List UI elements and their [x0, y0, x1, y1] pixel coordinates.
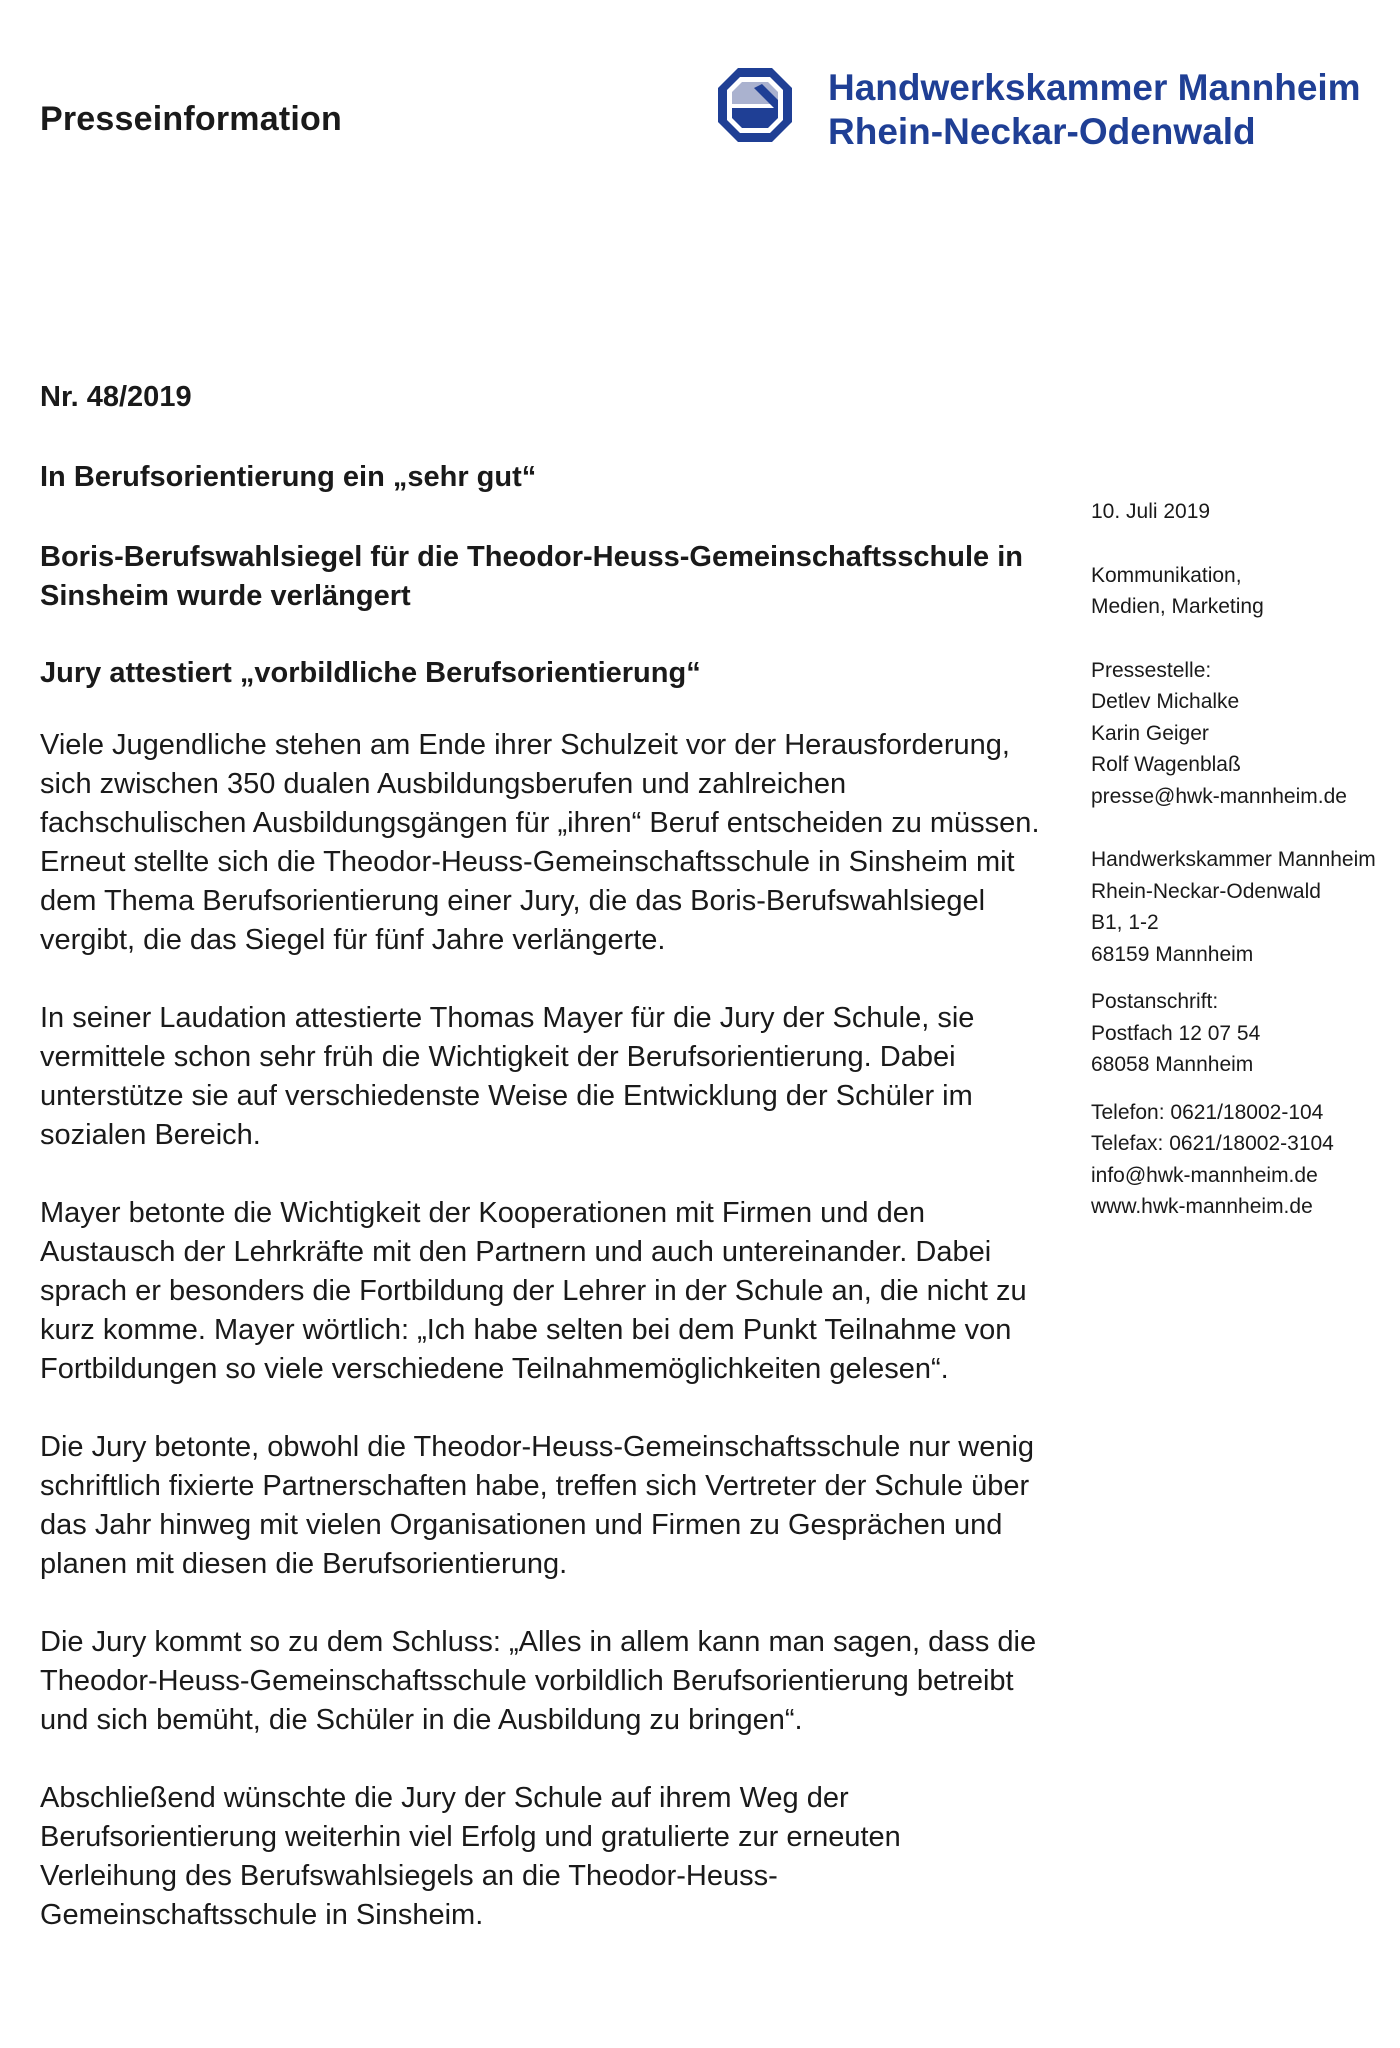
press-contact: Rolf Wagenblaß: [1091, 753, 1241, 776]
article: [40, 378, 1040, 1974]
address-block: [1091, 844, 1391, 970]
department-line: Kommunikation,: [1091, 563, 1242, 587]
press-office-label: Pressestelle:: [1091, 658, 1212, 682]
contact-email[interactable]: info@hwk-mannheim.de: [1091, 1163, 1318, 1187]
organization-name: [828, 66, 1361, 154]
press-office-block: [1091, 655, 1391, 813]
headline: In Berufsorientierung ein „sehr gut“: [40, 461, 537, 493]
website-link[interactable]: www.hwk-mannheim.de: [1091, 1195, 1313, 1218]
body-paragraph: Die Jury kommt so zu dem Schluss: „Alles in allem kann man sagen, dass die Theodor-Heuss-Gemeinschaftsschule vorbildlich Berufsorientierung betreibt und sich bemüht, die Schüler in die Ausbildung zu bringen“.: [40, 1626, 1037, 1736]
press-contact: Detlev Michalke: [1091, 690, 1240, 713]
postal-label: Postanschrift:: [1091, 990, 1219, 1013]
press-email[interactable]: presse@hwk-mannheim.de: [1091, 784, 1347, 808]
issue-number: Nr. 48/2019: [40, 381, 192, 413]
release-date: 10. Juli 2019: [1091, 500, 1211, 523]
release-date-block: [1091, 496, 1391, 528]
subheadline: Boris-Berufswahlsiegel für die Theodor-Heuss-Gemeinschaftsschule in Sinsheim wurde verlängert: [40, 541, 1023, 612]
body-paragraph: Abschließend wünschte die Jury der Schule auf ihrem Weg der Berufsorientierung weiterhin viel Erfolg und gratulierte zur erneuten Verleihung des Berufswahlsiegels an die Theodor-Heuss-Gemeinschaftsschule in Sinsheim.: [40, 1782, 901, 1931]
address-line: Handwerkskammer Mannheim: [1091, 848, 1376, 871]
press-contact: Karin Geiger: [1091, 721, 1209, 745]
body-paragraph: Viele Jugendliche stehen am Ende ihrer Schulzeit vor der Herausforderung, sich zwischen 350 dualen Ausbildungsberufen und zahlreichen fachschulischen Ausbildungsgängen für „ihren“ Beruf entscheiden zu müssen. Erneut stellte sich die Theodor-Heuss-Gemeinschaftsschule in Sinsheim mit dem Thema Berufsorientierung einer Jury, die das Boris-Berufswahlsiegel vergibt, die das Siegel für fünf Jahre verlängerte.: [40, 729, 1040, 956]
handwerkskammer-logo-icon: [718, 68, 792, 142]
phone-number: Telefon: 0621/18002-104: [1091, 1100, 1324, 1124]
organization-name-line1: Handwerkskammer Mannheim: [828, 67, 1361, 108]
postal-block: [1091, 986, 1391, 1081]
body-paragraph: In seiner Laudation attestierte Thomas Mayer für die Jury der Schule, sie vermittele schon sehr früh die Wichtigkeit der Berufsorientierung. Dabei unterstütze sie auf verschiedenste Weise die Entwicklung der Schüler im sozialen Bereich.: [40, 1002, 975, 1151]
contact-block: [1091, 1097, 1391, 1223]
address-line: Rhein-Neckar-Odenwald: [1091, 879, 1321, 903]
body-paragraph: Die Jury betonte, obwohl die Theodor-Heuss-Gemeinschaftsschule nur wenig schriftlich fixierte Partnerschaften habe, treffen sich Vertreter der Schule über das Jahr hinweg mit vielen Organisationen und Firmen zu Gesprächen und planen mit diesen die Berufsorientierung.: [40, 1431, 1035, 1580]
document-type-heading: Presseinformation: [40, 100, 342, 138]
postal-line: 68058 Mannheim: [1091, 1053, 1254, 1076]
address-line: B1, 1-2: [1091, 911, 1159, 934]
organization-name-line2: Rhein-Neckar-Odenwald: [828, 111, 1256, 152]
organization-logo: [718, 66, 1368, 152]
fax-number: Telefax: 0621/18002-3104: [1091, 1132, 1334, 1155]
contact-sidebar: [1091, 496, 1391, 1255]
postal-line: Postfach 12 07 54: [1091, 1021, 1261, 1045]
teaser: Jury attestiert „vorbildliche Berufsorientierung“: [40, 657, 701, 689]
address-line: 68159 Mannheim: [1091, 942, 1254, 966]
department-line: Medien, Marketing: [1091, 595, 1264, 618]
body-paragraph: Mayer betonte die Wichtigkeit der Kooperationen mit Firmen und den Austausch der Lehrkräfte mit den Partnern und auch untereinander. Dabei sprach er besonders die Fortbildung der Lehrer in der Schule an, die nicht zu kurz komme. Mayer wörtlich: „Ich habe selten bei dem Punkt Teilnahme von Fortbildungen so viele verschiedene Teilnahmemöglichkeiten gelesen“.: [40, 1197, 1027, 1385]
department-block: [1091, 560, 1391, 623]
